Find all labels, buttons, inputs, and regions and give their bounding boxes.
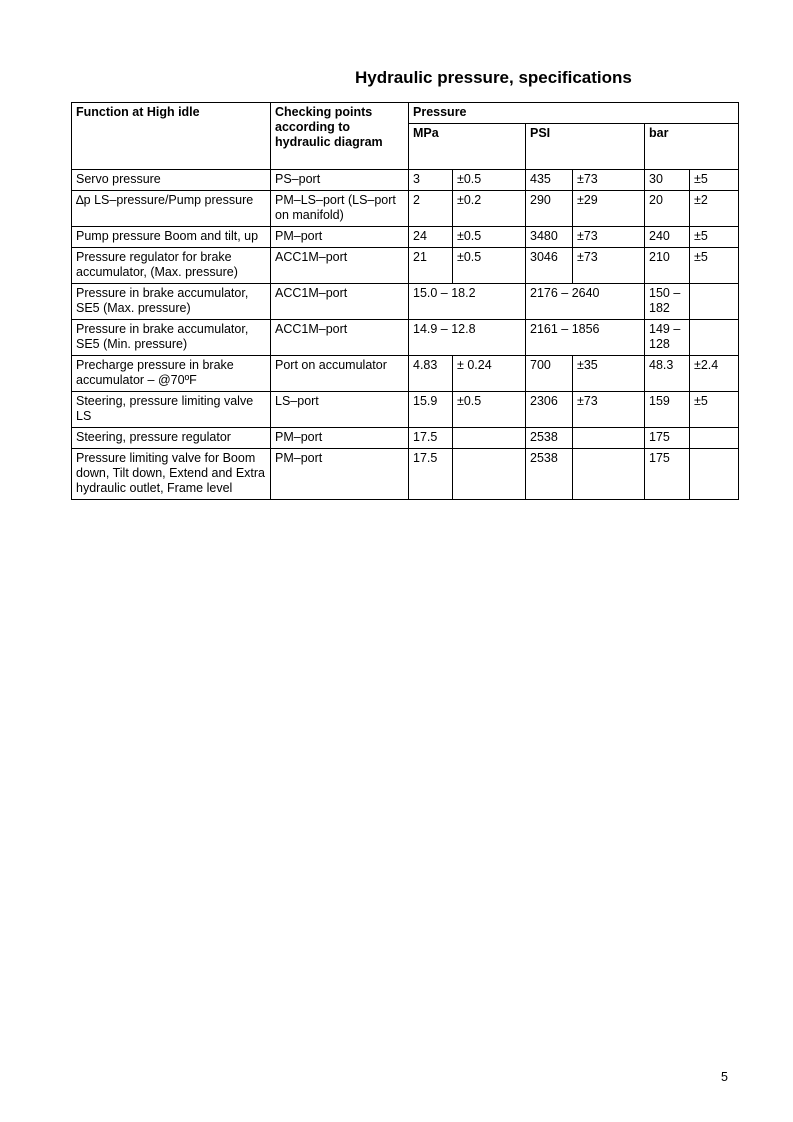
cell-bar-tol: [690, 449, 739, 500]
cell-mpa-tol: [453, 449, 526, 500]
table-row: [72, 428, 739, 449]
cell-function: Pump pressure Boom and tilt, up: [72, 227, 271, 248]
header-bar: bar: [645, 124, 739, 170]
header-psi: PSI: [526, 124, 645, 170]
cell-function: Pressure regulator for brake accumulator, (Max. pressure): [72, 248, 271, 284]
cell-psi: 2538: [526, 449, 573, 500]
cell-point: PM–port: [271, 449, 409, 500]
cell-bar: 175: [645, 428, 690, 449]
cell-psi-tol: ±35: [573, 356, 645, 392]
cell-point: PM–port: [271, 428, 409, 449]
cell-point: PM–LS–port (LS–port on manifold): [271, 191, 409, 227]
cell-point: LS–port: [271, 392, 409, 428]
cell-bar: 150 – 182: [645, 284, 690, 320]
pressure-spec-table: [71, 102, 739, 500]
cell-bar: 159: [645, 392, 690, 428]
cell-point: ACC1M–port: [271, 248, 409, 284]
table-row: [72, 356, 739, 392]
cell-psi-range: 2176 – 2640: [526, 284, 645, 320]
cell-bar-tol: [690, 428, 739, 449]
cell-psi: 3480: [526, 227, 573, 248]
table-row: [72, 320, 739, 356]
cell-psi: 2306: [526, 392, 573, 428]
cell-mpa: 17.5: [409, 428, 453, 449]
cell-point: ACC1M–port: [271, 320, 409, 356]
cell-mpa: 21: [409, 248, 453, 284]
table-row: [72, 392, 739, 428]
cell-bar-tol: [690, 320, 739, 356]
cell-bar-tol: ±5: [690, 392, 739, 428]
cell-bar-tol: ±5: [690, 227, 739, 248]
cell-psi: 700: [526, 356, 573, 392]
cell-point: ACC1M–port: [271, 284, 409, 320]
cell-mpa-tol: ±0.5: [453, 392, 526, 428]
cell-bar: 149 – 128: [645, 320, 690, 356]
cell-psi-tol: ±73: [573, 248, 645, 284]
cell-mpa-tol: ±0.5: [453, 170, 526, 191]
cell-bar: 20: [645, 191, 690, 227]
cell-mpa-tol: ±0.2: [453, 191, 526, 227]
cell-psi-tol: ±73: [573, 170, 645, 191]
header-function: Function at High idle: [72, 103, 271, 170]
cell-mpa-range: 14.9 – 12.8: [409, 320, 526, 356]
cell-psi: 3046: [526, 248, 573, 284]
cell-mpa: 2: [409, 191, 453, 227]
header-checking-points: Checking points according to hydraulic diagram: [271, 103, 409, 170]
cell-mpa: 4.83: [409, 356, 453, 392]
header-pressure: Pressure: [409, 103, 739, 124]
cell-psi-tol: [573, 449, 645, 500]
cell-mpa-tol: ±0.5: [453, 227, 526, 248]
cell-point: PM–port: [271, 227, 409, 248]
cell-bar: 30: [645, 170, 690, 191]
cell-bar: 240: [645, 227, 690, 248]
cell-mpa-tol: ± 0.24: [453, 356, 526, 392]
table-row: [72, 227, 739, 248]
cell-bar-tol: ±5: [690, 170, 739, 191]
cell-function: Steering, pressure limiting valve LS: [72, 392, 271, 428]
cell-psi: 290: [526, 191, 573, 227]
cell-psi-range: 2161 – 1856: [526, 320, 645, 356]
cell-psi-tol: ±73: [573, 392, 645, 428]
table-row: [72, 449, 739, 500]
table-row: [72, 191, 739, 227]
table-row: [72, 170, 739, 191]
cell-mpa: 24: [409, 227, 453, 248]
cell-psi-tol: [573, 428, 645, 449]
cell-function: ∆p LS–pressure/Pump pressure: [72, 191, 271, 227]
cell-function: Pressure in brake accumulator, SE5 (Min. pressure): [72, 320, 271, 356]
cell-psi: 435: [526, 170, 573, 191]
cell-mpa: 15.9: [409, 392, 453, 428]
header-mpa: MPa: [409, 124, 526, 170]
table-row: [72, 248, 739, 284]
cell-mpa-range: 15.0 – 18.2: [409, 284, 526, 320]
cell-bar-tol: [690, 284, 739, 320]
cell-mpa-tol: [453, 428, 526, 449]
cell-mpa: 3: [409, 170, 453, 191]
cell-point: Port on accumulator: [271, 356, 409, 392]
cell-bar-tol: ±2.4: [690, 356, 739, 392]
cell-bar: 210: [645, 248, 690, 284]
cell-bar-tol: ±5: [690, 248, 739, 284]
cell-point: PS–port: [271, 170, 409, 191]
cell-psi: 2538: [526, 428, 573, 449]
cell-bar: 48.3: [645, 356, 690, 392]
cell-bar: 175: [645, 449, 690, 500]
cell-function: Servo pressure: [72, 170, 271, 191]
table-row: [72, 284, 739, 320]
cell-psi-tol: ±29: [573, 191, 645, 227]
cell-mpa: 17.5: [409, 449, 453, 500]
cell-mpa-tol: ±0.5: [453, 248, 526, 284]
page-number: 5: [721, 1070, 728, 1084]
cell-function: Pressure limiting valve for Boom down, Tilt down, Extend and Extra hydraulic outlet, Frame level: [72, 449, 271, 500]
cell-function: Steering, pressure regulator: [72, 428, 271, 449]
cell-function: Pressure in brake accumulator, SE5 (Max. pressure): [72, 284, 271, 320]
cell-function: Precharge pressure in brake accumulator – @70ºF: [72, 356, 271, 392]
cell-psi-tol: ±73: [573, 227, 645, 248]
page-title: Hydraulic pressure, specifications: [355, 68, 632, 87]
cell-bar-tol: ±2: [690, 191, 739, 227]
